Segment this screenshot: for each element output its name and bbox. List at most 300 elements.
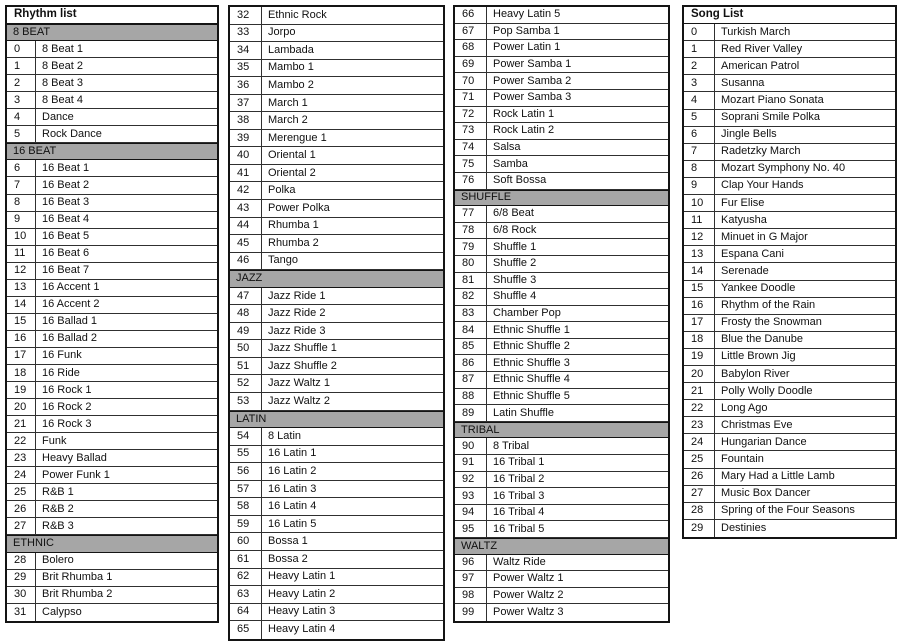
row-name: 6/8 Rock bbox=[486, 223, 668, 239]
section-header: 8 BEAT bbox=[7, 24, 217, 41]
row-number: 23 bbox=[14, 451, 27, 464]
row-name: Bolero bbox=[35, 553, 217, 569]
table-row bbox=[684, 178, 895, 195]
row-name: Mozart Symphony No. 40 bbox=[714, 161, 895, 177]
row-number: 75 bbox=[462, 157, 475, 170]
row-name: Little Brown Jig bbox=[714, 349, 895, 365]
row-number: 7 bbox=[691, 145, 698, 158]
row-number: 16 bbox=[14, 332, 27, 345]
section-header: SHUFFLE bbox=[455, 190, 668, 207]
row-number: 45 bbox=[237, 236, 250, 249]
row-name: Turkish March bbox=[714, 24, 895, 40]
row-number: 25 bbox=[691, 452, 704, 465]
table-row bbox=[684, 349, 895, 366]
table-row bbox=[7, 450, 217, 467]
row-name: Tango bbox=[261, 253, 443, 270]
row-name: Clap Your Hands bbox=[714, 178, 895, 194]
table-row bbox=[230, 60, 443, 78]
row-name: Music Box Dancer bbox=[714, 486, 895, 502]
row-number: 47 bbox=[237, 289, 250, 302]
table-row bbox=[230, 95, 443, 113]
table-row bbox=[455, 339, 668, 356]
row-number: 10 bbox=[14, 230, 27, 243]
table-row bbox=[230, 323, 443, 341]
row-number: 7 bbox=[14, 178, 21, 191]
row-number: 62 bbox=[237, 570, 250, 583]
table-row bbox=[455, 123, 668, 140]
table-row bbox=[7, 58, 217, 75]
row-name: Shuffle 4 bbox=[486, 289, 668, 305]
table-row bbox=[684, 469, 895, 486]
row-number: 21 bbox=[14, 417, 27, 430]
row-number: 18 bbox=[14, 366, 27, 379]
row-number: 36 bbox=[237, 78, 250, 91]
row-name: 16 Rock 3 bbox=[35, 416, 217, 432]
row-name: 16 Latin 3 bbox=[261, 481, 443, 498]
row-number: 4 bbox=[691, 94, 698, 107]
row-number: 76 bbox=[462, 174, 475, 187]
row-number: 86 bbox=[462, 356, 475, 369]
row-number: 67 bbox=[462, 24, 475, 37]
row-name: 8 Beat 2 bbox=[35, 58, 217, 74]
table-row bbox=[230, 182, 443, 200]
table-row bbox=[7, 229, 217, 246]
table-row bbox=[455, 405, 668, 422]
table-row bbox=[7, 75, 217, 92]
row-name: March 2 bbox=[261, 112, 443, 129]
row-number: 13 bbox=[14, 281, 27, 294]
row-number: 26 bbox=[691, 470, 704, 483]
table-row bbox=[7, 160, 217, 177]
row-name: Jazz Waltz 2 bbox=[261, 393, 443, 410]
row-name: Frosty the Snowman bbox=[714, 315, 895, 331]
row-name: 16 Tribal 1 bbox=[486, 455, 668, 471]
row-name: Mozart Piano Sonata bbox=[714, 92, 895, 108]
table-row bbox=[7, 501, 217, 518]
table-row bbox=[230, 516, 443, 534]
table-row bbox=[230, 147, 443, 165]
row-name: Shuffle 1 bbox=[486, 239, 668, 255]
table-row bbox=[7, 518, 217, 535]
row-name: R&B 2 bbox=[35, 501, 217, 517]
row-name: 16 Tribal 5 bbox=[486, 521, 668, 537]
table-row bbox=[7, 177, 217, 194]
section-header: LATIN bbox=[230, 411, 443, 429]
row-name: Rock Dance bbox=[35, 126, 217, 142]
row-name: Fur Elise bbox=[714, 195, 895, 211]
row-name: 6/8 Beat bbox=[486, 206, 668, 222]
table-row bbox=[684, 195, 895, 212]
row-number: 19 bbox=[14, 383, 27, 396]
table-row bbox=[7, 553, 217, 570]
row-name: Katyusha bbox=[714, 212, 895, 228]
row-number: 19 bbox=[691, 350, 704, 363]
row-name: 16 Rock 1 bbox=[35, 382, 217, 398]
row-number: 28 bbox=[691, 504, 704, 517]
row-number: 65 bbox=[237, 623, 250, 636]
table-row bbox=[455, 472, 668, 489]
section-header: 16 BEAT bbox=[7, 143, 217, 160]
row-number: 9 bbox=[691, 179, 698, 192]
row-number: 57 bbox=[237, 482, 250, 495]
table-row bbox=[684, 92, 895, 109]
table-row bbox=[230, 7, 443, 25]
table-row bbox=[230, 586, 443, 604]
table-row bbox=[230, 200, 443, 218]
table-row bbox=[684, 451, 895, 468]
table-row bbox=[230, 25, 443, 43]
row-name: Jazz Shuffle 1 bbox=[261, 340, 443, 357]
row-number: 15 bbox=[14, 315, 27, 328]
table-row bbox=[7, 41, 217, 58]
row-name: Ethnic Shuffle 1 bbox=[486, 322, 668, 338]
row-name: 16 Ballad 2 bbox=[35, 331, 217, 347]
table-row bbox=[684, 212, 895, 229]
row-name: Espana Cani bbox=[714, 246, 895, 262]
row-number: 21 bbox=[691, 384, 704, 397]
row-name: 16 Accent 1 bbox=[35, 280, 217, 296]
table-row bbox=[7, 314, 217, 331]
table-row bbox=[684, 58, 895, 75]
table-row bbox=[230, 481, 443, 499]
row-name: Brit Rhumba 2 bbox=[35, 587, 217, 603]
row-number: 69 bbox=[462, 58, 475, 71]
table-row bbox=[230, 446, 443, 464]
row-name: Latin Shuffle bbox=[486, 405, 668, 421]
row-name: March 1 bbox=[261, 95, 443, 112]
table-row bbox=[455, 107, 668, 124]
row-number: 96 bbox=[462, 555, 475, 568]
row-number: 44 bbox=[237, 219, 250, 232]
table-row bbox=[455, 206, 668, 223]
row-number: 2 bbox=[14, 76, 21, 89]
row-name: 16 Beat 4 bbox=[35, 212, 217, 228]
row-number: 61 bbox=[237, 552, 250, 565]
table-row bbox=[455, 488, 668, 505]
row-number: 92 bbox=[462, 472, 475, 485]
table-row bbox=[455, 505, 668, 522]
row-number: 22 bbox=[691, 401, 704, 414]
song-list-column bbox=[682, 5, 897, 539]
row-number: 63 bbox=[237, 587, 250, 600]
row-number: 27 bbox=[14, 519, 27, 532]
row-number: 8 bbox=[14, 196, 21, 209]
row-name: Soft Bossa bbox=[486, 173, 668, 189]
row-number: 38 bbox=[237, 114, 250, 127]
row-number: 73 bbox=[462, 124, 475, 137]
row-number: 87 bbox=[462, 373, 475, 386]
row-name: 16 Funk bbox=[35, 348, 217, 364]
row-number: 79 bbox=[462, 240, 475, 253]
row-number: 34 bbox=[237, 43, 250, 56]
row-name: Mambo 2 bbox=[261, 77, 443, 94]
table-row bbox=[455, 521, 668, 538]
row-name: 16 Beat 3 bbox=[35, 195, 217, 211]
table-row bbox=[7, 92, 217, 109]
row-name: 8 Latin bbox=[261, 428, 443, 445]
row-name: Rhumba 1 bbox=[261, 218, 443, 235]
row-name: 8 Beat 4 bbox=[35, 92, 217, 108]
table-row bbox=[455, 438, 668, 455]
table-row bbox=[230, 218, 443, 236]
row-number: 80 bbox=[462, 257, 475, 270]
table-row bbox=[455, 140, 668, 157]
row-number: 16 bbox=[691, 299, 704, 312]
rhythm-list-column-3 bbox=[453, 5, 670, 623]
table-row bbox=[455, 239, 668, 256]
row-number: 50 bbox=[237, 342, 250, 355]
table-row bbox=[7, 246, 217, 263]
row-number: 25 bbox=[14, 485, 27, 498]
table-row bbox=[455, 389, 668, 406]
row-number: 97 bbox=[462, 572, 475, 585]
row-number: 35 bbox=[237, 61, 250, 74]
table-row bbox=[230, 130, 443, 148]
row-number: 4 bbox=[14, 110, 21, 123]
table-row bbox=[684, 315, 895, 332]
section-header: WALTZ bbox=[455, 538, 668, 555]
row-name: Jingle Bells bbox=[714, 127, 895, 143]
row-number: 90 bbox=[462, 439, 475, 452]
row-number: 5 bbox=[14, 127, 21, 140]
table-row bbox=[455, 73, 668, 90]
row-number: 66 bbox=[462, 8, 475, 21]
row-number: 33 bbox=[237, 26, 250, 39]
row-name: Jazz Waltz 1 bbox=[261, 375, 443, 392]
table-row bbox=[455, 173, 668, 190]
table-row bbox=[684, 229, 895, 246]
row-name: R&B 1 bbox=[35, 484, 217, 500]
table-row bbox=[230, 551, 443, 569]
table-row bbox=[7, 297, 217, 314]
row-name: 16 Latin 1 bbox=[261, 446, 443, 463]
row-name: 16 Beat 6 bbox=[35, 246, 217, 262]
table-row bbox=[7, 587, 217, 604]
table-row bbox=[455, 24, 668, 41]
row-name: Polka bbox=[261, 182, 443, 199]
row-name: Brit Rhumba 1 bbox=[35, 570, 217, 586]
row-name: 8 Tribal bbox=[486, 438, 668, 454]
table-row bbox=[455, 306, 668, 323]
row-name: Soprani Smile Polka bbox=[714, 110, 895, 126]
table-row bbox=[684, 383, 895, 400]
row-name: Power Polka bbox=[261, 200, 443, 217]
table-row bbox=[230, 253, 443, 271]
row-name: Power Waltz 3 bbox=[486, 604, 668, 621]
table-row bbox=[455, 355, 668, 372]
row-number: 24 bbox=[14, 468, 27, 481]
row-number: 0 bbox=[14, 42, 21, 55]
table-row bbox=[455, 289, 668, 306]
row-name: Long Ago bbox=[714, 400, 895, 416]
row-number: 20 bbox=[691, 367, 704, 380]
table-row bbox=[230, 358, 443, 376]
table-row bbox=[455, 604, 668, 621]
row-number: 15 bbox=[691, 282, 704, 295]
row-name: Heavy Latin 3 bbox=[261, 604, 443, 621]
row-name: Rock Latin 2 bbox=[486, 123, 668, 139]
row-number: 49 bbox=[237, 324, 250, 337]
table-row bbox=[230, 621, 443, 639]
row-name: Lambada bbox=[261, 42, 443, 59]
row-number: 83 bbox=[462, 306, 475, 319]
row-name: 16 Beat 7 bbox=[35, 263, 217, 279]
row-number: 94 bbox=[462, 506, 475, 519]
row-name: 16 Latin 2 bbox=[261, 463, 443, 480]
table-row bbox=[455, 455, 668, 472]
table-row bbox=[684, 110, 895, 127]
table-row bbox=[684, 298, 895, 315]
row-number: 24 bbox=[691, 435, 704, 448]
table-row bbox=[455, 571, 668, 588]
row-number: 88 bbox=[462, 389, 475, 402]
row-name: Yankee Doodle bbox=[714, 281, 895, 297]
row-name: Funk bbox=[35, 433, 217, 449]
table-row bbox=[684, 24, 895, 41]
row-number: 72 bbox=[462, 107, 475, 120]
table-row bbox=[230, 498, 443, 516]
table-row bbox=[455, 223, 668, 240]
table-row bbox=[230, 340, 443, 358]
row-name: Power Waltz 2 bbox=[486, 588, 668, 604]
row-number: 95 bbox=[462, 522, 475, 535]
table-row bbox=[230, 604, 443, 622]
row-number: 14 bbox=[14, 298, 27, 311]
table-row bbox=[684, 400, 895, 417]
row-number: 53 bbox=[237, 394, 250, 407]
table-row bbox=[684, 417, 895, 434]
row-number: 32 bbox=[237, 8, 250, 21]
row-number: 99 bbox=[462, 606, 475, 619]
row-name: 16 Beat 2 bbox=[35, 177, 217, 193]
rhythm-list-column-1 bbox=[5, 5, 219, 623]
row-name: Waltz Ride bbox=[486, 555, 668, 571]
row-name: Pop Samba 1 bbox=[486, 24, 668, 40]
row-name: Radetzky March bbox=[714, 144, 895, 160]
row-number: 22 bbox=[14, 434, 27, 447]
row-number: 8 bbox=[691, 162, 698, 175]
row-number: 98 bbox=[462, 589, 475, 602]
table-row bbox=[455, 322, 668, 339]
row-number: 11 bbox=[691, 213, 703, 226]
row-name: Susanna bbox=[714, 75, 895, 91]
section-header: ETHNIC bbox=[7, 535, 217, 552]
row-name: Minuet in G Major bbox=[714, 229, 895, 245]
table-row bbox=[7, 331, 217, 348]
row-number: 59 bbox=[237, 517, 250, 530]
row-number: 74 bbox=[462, 141, 475, 154]
row-number: 68 bbox=[462, 41, 475, 54]
row-number: 51 bbox=[237, 359, 250, 372]
row-number: 20 bbox=[14, 400, 27, 413]
row-number: 82 bbox=[462, 290, 475, 303]
row-number: 3 bbox=[691, 76, 698, 89]
row-name: Polly Wolly Doodle bbox=[714, 383, 895, 399]
rhythm-list-column-2 bbox=[228, 5, 445, 641]
row-name: 16 Ride bbox=[35, 365, 217, 381]
row-name: Merengue 1 bbox=[261, 130, 443, 147]
table-columns bbox=[5, 5, 898, 641]
row-name: R&B 3 bbox=[35, 518, 217, 534]
row-number: 1 bbox=[691, 42, 698, 55]
row-number: 17 bbox=[14, 349, 27, 362]
row-name: Jazz Shuffle 2 bbox=[261, 358, 443, 375]
row-name: Red River Valley bbox=[714, 41, 895, 57]
row-name: Babylon River bbox=[714, 366, 895, 382]
table-row bbox=[455, 588, 668, 605]
row-name: Jazz Ride 3 bbox=[261, 323, 443, 340]
row-number: 30 bbox=[14, 588, 27, 601]
table-row bbox=[455, 90, 668, 107]
row-name: Power Samba 2 bbox=[486, 73, 668, 89]
row-number: 0 bbox=[691, 25, 698, 38]
row-number: 31 bbox=[14, 605, 27, 618]
row-number: 58 bbox=[237, 500, 250, 513]
row-name: Heavy Latin 2 bbox=[261, 586, 443, 603]
row-number: 70 bbox=[462, 74, 475, 87]
row-name: Shuffle 3 bbox=[486, 273, 668, 289]
row-number: 12 bbox=[691, 230, 704, 243]
row-name: Power Waltz 1 bbox=[486, 571, 668, 587]
row-number: 12 bbox=[14, 264, 27, 277]
row-name: 16 Beat 1 bbox=[35, 160, 217, 176]
table-row bbox=[7, 467, 217, 484]
table-row bbox=[7, 399, 217, 416]
song-list-title: Song List bbox=[684, 7, 895, 24]
row-name: Bossa 2 bbox=[261, 551, 443, 568]
row-number: 40 bbox=[237, 149, 250, 162]
row-name: 16 Accent 2 bbox=[35, 297, 217, 313]
row-name: Shuffle 2 bbox=[486, 256, 668, 272]
row-name: Mambo 1 bbox=[261, 60, 443, 77]
row-number: 14 bbox=[691, 264, 704, 277]
row-number: 39 bbox=[237, 131, 250, 144]
row-number: 64 bbox=[237, 605, 250, 618]
table-row bbox=[230, 235, 443, 253]
table-row bbox=[7, 195, 217, 212]
row-name: 16 Beat 5 bbox=[35, 229, 217, 245]
table-row bbox=[684, 127, 895, 144]
row-name: 16 Tribal 4 bbox=[486, 505, 668, 521]
table-row bbox=[455, 273, 668, 290]
row-number: 77 bbox=[462, 207, 475, 220]
row-name: Calypso bbox=[35, 604, 217, 621]
row-name: Christmas Eve bbox=[714, 417, 895, 433]
row-number: 3 bbox=[14, 93, 21, 106]
table-row bbox=[7, 263, 217, 280]
table-row bbox=[684, 366, 895, 383]
row-name: Jorpo bbox=[261, 25, 443, 42]
row-number: 13 bbox=[691, 247, 704, 260]
row-name: Oriental 1 bbox=[261, 147, 443, 164]
row-name: Heavy Latin 4 bbox=[261, 621, 443, 639]
row-name: Rhythm of the Rain bbox=[714, 298, 895, 314]
row-number: 5 bbox=[691, 111, 698, 124]
row-name: Fountain bbox=[714, 451, 895, 467]
table-row bbox=[684, 434, 895, 451]
row-name: 16 Ballad 1 bbox=[35, 314, 217, 330]
table-row bbox=[684, 332, 895, 349]
row-number: 1 bbox=[14, 59, 21, 72]
row-number: 26 bbox=[14, 502, 27, 515]
table-row bbox=[230, 393, 443, 411]
table-row bbox=[7, 433, 217, 450]
section-header: JAZZ bbox=[230, 270, 443, 288]
table-row bbox=[230, 463, 443, 481]
table-row bbox=[230, 375, 443, 393]
row-number: 27 bbox=[691, 487, 704, 500]
row-number: 6 bbox=[691, 128, 698, 141]
